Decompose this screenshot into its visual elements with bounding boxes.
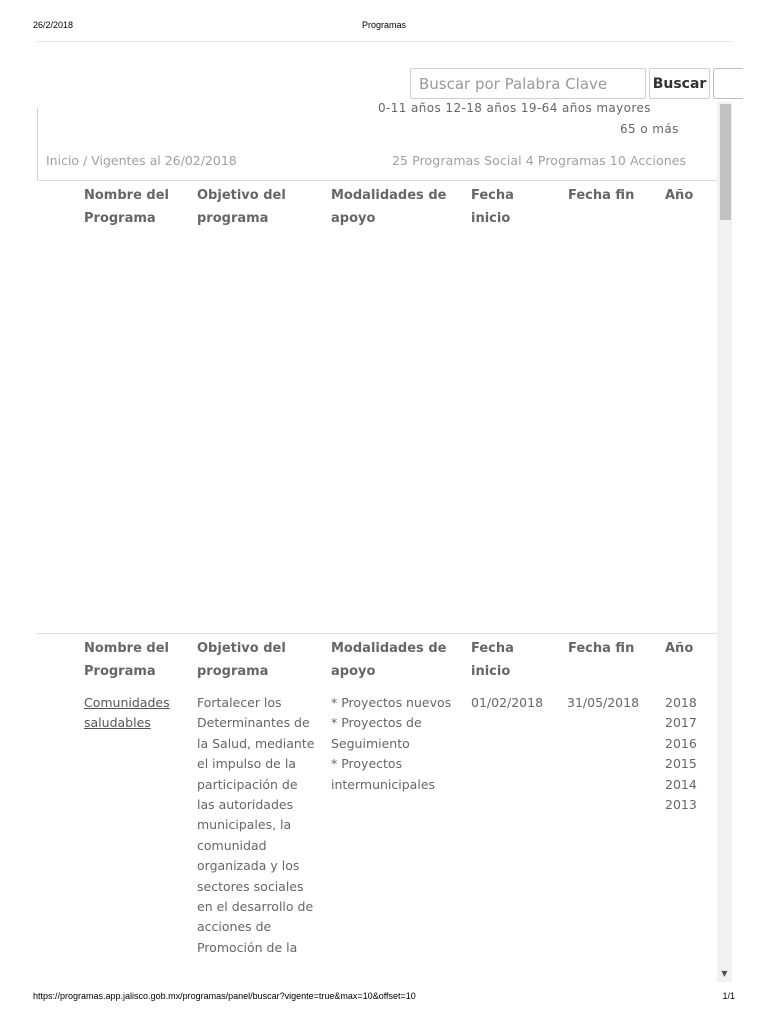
search-extra-control[interactable] bbox=[713, 68, 743, 99]
years-cell bbox=[665, 693, 705, 815]
header-year: Año bbox=[665, 188, 694, 203]
start-date-cell: 01/02/2018 bbox=[471, 695, 544, 710]
header-year: Año bbox=[665, 641, 694, 656]
print-header bbox=[0, 18, 768, 34]
year-item: 2013 bbox=[665, 797, 697, 813]
search-input[interactable] bbox=[410, 68, 646, 99]
table-divider-top bbox=[37, 180, 717, 181]
header-end-date: Fecha fin bbox=[568, 641, 635, 656]
year-item: 2014 bbox=[665, 776, 697, 792]
print-url: https://programas.app.jalisco.gob.mx/programas/panel/buscar?vigente=true&max=10&offset=10 bbox=[33, 991, 416, 1001]
program-counts: 25 Programas Social 4 Programas 10 Acciones bbox=[392, 153, 687, 168]
print-date: 26/2/2018 bbox=[33, 20, 74, 30]
content-left-border bbox=[37, 108, 38, 180]
header-divider bbox=[37, 41, 733, 42]
header-objective: Objetivo del programa bbox=[197, 641, 286, 679]
year-item: 2016 bbox=[665, 735, 697, 751]
scrollbar-thumb[interactable] bbox=[720, 104, 731, 220]
header-start-date: Fecha inicio bbox=[471, 188, 514, 226]
header-modalities: Modalidades de apoyo bbox=[331, 641, 447, 679]
program-name-cell bbox=[84, 693, 184, 734]
year-item: 2015 bbox=[665, 756, 697, 772]
chevron-down-icon[interactable]: ▼ bbox=[721, 969, 728, 978]
objective-cell: Fortalecer los Determinantes de la Salud, mediante el impulso de la participación de las autoridades municipales, la comunidad organizada y los sectores sociales en el desarrollo de acciones de Promoción de la bbox=[197, 695, 315, 955]
header-end-date: Fecha fin bbox=[568, 188, 635, 203]
table-divider-middle bbox=[37, 633, 717, 634]
year-item: 2017 bbox=[665, 715, 697, 731]
print-page-count: 1/1 bbox=[722, 991, 735, 1001]
header-objective: Objetivo del programa bbox=[197, 188, 286, 226]
header-name: Nombre del Programa bbox=[84, 641, 169, 679]
search-button[interactable]: Buscar bbox=[649, 68, 710, 99]
program-link[interactable]: Comunidades saludables bbox=[84, 695, 170, 731]
year-item: 2018 bbox=[665, 695, 697, 710]
header-start-date: Fecha inicio bbox=[471, 641, 514, 679]
print-title: Programas bbox=[361, 20, 406, 30]
header-modalities: Modalidades de apoyo bbox=[331, 188, 447, 226]
breadcrumb[interactable]: Inicio / Vigentes al 26/02/2018 bbox=[46, 153, 237, 168]
age-filter-row[interactable]: 0-11 años 12-18 años 19-64 años mayores bbox=[378, 101, 651, 115]
modality-item: * Proyectos nuevos bbox=[331, 695, 452, 710]
modalities-cell bbox=[331, 693, 459, 795]
modality-item: * Proyectos intermunicipales bbox=[331, 756, 436, 792]
vertical-scrollbar[interactable] bbox=[717, 102, 732, 982]
header-name: Nombre del Programa bbox=[84, 188, 169, 226]
modality-item: * Proyectos de Seguimiento bbox=[331, 715, 422, 751]
age-filter-65-plus[interactable]: 65 o más bbox=[620, 122, 679, 136]
end-date-cell: 31/05/2018 bbox=[567, 695, 640, 710]
